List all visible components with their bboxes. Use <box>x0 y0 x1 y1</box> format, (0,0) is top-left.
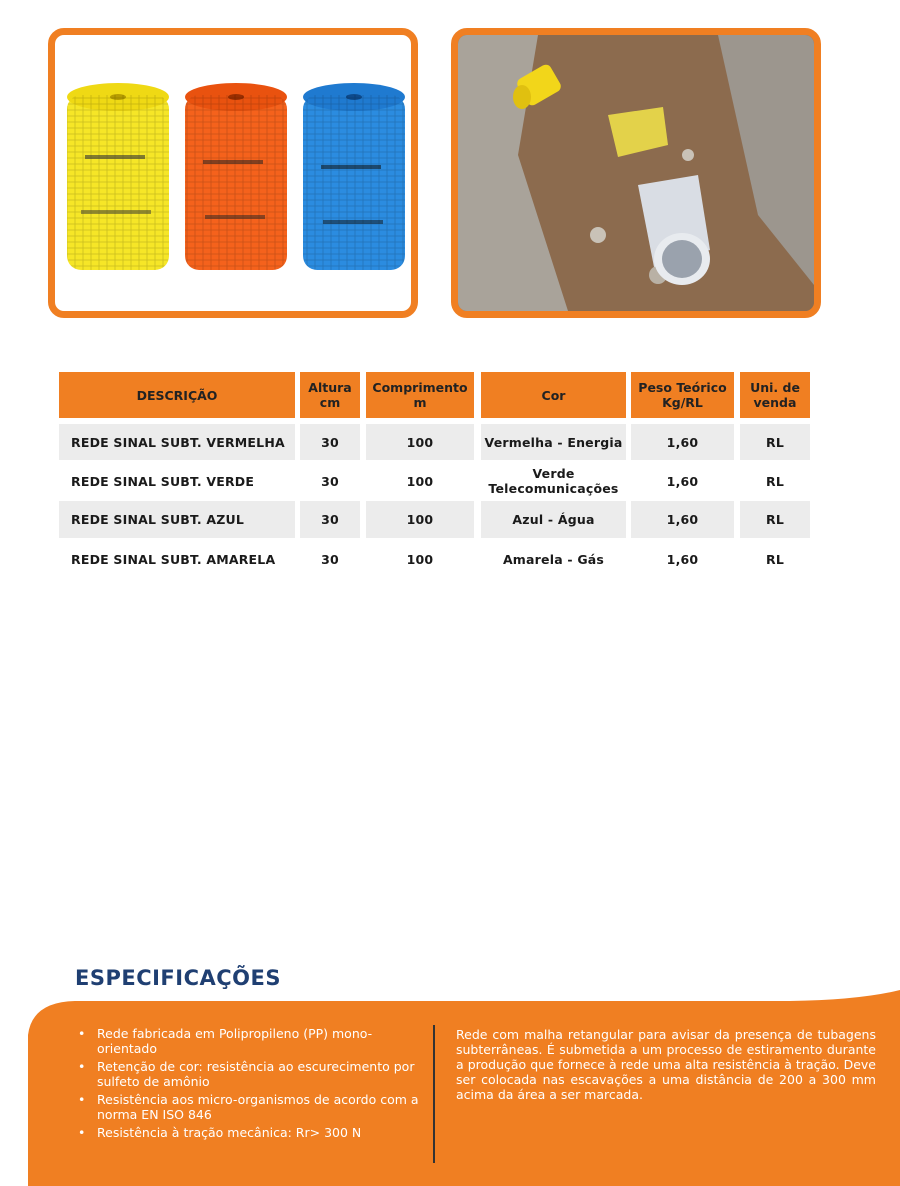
table-row-4-uni: RL <box>766 551 784 567</box>
table-row-1-uni: RL <box>740 424 810 460</box>
product-photo-installation <box>451 28 821 318</box>
table-row-2-cor <box>481 463 626 499</box>
table-row-1-comprimento: 100 <box>366 424 474 460</box>
header-peso-unit: Kg/RL <box>662 395 703 410</box>
table-row-1-altura: 30 <box>300 424 360 460</box>
header-cor: Cor <box>481 372 626 418</box>
table-row-4-peso: 1,60 <box>666 551 699 567</box>
table-row-3-cor: Azul - Água <box>481 501 626 538</box>
table-row-3-comprimento: 100 <box>366 501 474 538</box>
header-altura <box>300 372 360 418</box>
table-row-2-altura: 30 <box>321 473 339 489</box>
table-row-4-altura: 30 <box>321 551 339 567</box>
table-row-3-peso: 1,60 <box>631 501 734 538</box>
header-uni-unit: venda <box>753 395 797 410</box>
yellow-roll <box>67 83 169 270</box>
header-uni-label: Uni. de <box>750 380 800 395</box>
specs-item: • Rede fabricada em Polipropileno (PP) mono-orientado <box>75 1027 420 1056</box>
header-altura-unit: cm <box>319 395 341 410</box>
table-row-1-peso: 1,60 <box>631 424 734 460</box>
trench-installation-illustration <box>458 35 814 311</box>
header-peso <box>631 372 734 418</box>
table-row-2-comprimento: 100 <box>406 473 434 489</box>
table-row-4-cor: Amarela - Gás <box>502 551 605 567</box>
table-row-2-peso: 1,60 <box>666 473 699 489</box>
table-row-4-descricao: REDE SINAL SUBT. AMARELA <box>71 551 276 567</box>
header-comprimento <box>366 372 474 418</box>
header-descricao: DESCRIÇÃO <box>59 372 295 418</box>
specs-item: • Resistência à tração mecânica: Rr> 300 N <box>75 1126 420 1141</box>
header-peso-label: Peso Teórico <box>638 380 727 395</box>
table-row-4-comprimento: 100 <box>406 551 434 567</box>
table-row-2-uni: RL <box>766 473 784 489</box>
header-uni-venda <box>740 372 810 418</box>
table-row-1-descricao: REDE SINAL SUBT. VERMELHA <box>59 424 295 460</box>
table-row-2-descricao: REDE SINAL SUBT. VERDE <box>71 473 255 489</box>
specs-list <box>75 1027 420 1145</box>
blue-roll <box>303 83 405 270</box>
specs-description: Rede com malha retangular para avisar da presença de tubagens subterrâneas. É submetida a um processo de estiramento durante a produção que fornece à rede uma alta resistência à tração. Deve ser colocada nas escavações a uma distância de 200 a 300 mm acima da área a ser marcada. <box>456 1027 876 1102</box>
product-photo-rolls <box>48 28 418 318</box>
header-altura-label: Altura <box>308 380 352 395</box>
table-row-2-cor-line2: Telecomunicações <box>488 481 619 496</box>
header-comprimento-label: Comprimento <box>372 380 468 395</box>
orange-roll <box>185 83 287 270</box>
specs-title: ESPECIFICAÇÕES <box>75 966 281 990</box>
specs-item: • Retenção de cor: resistência ao escurecimento por sulfeto de amônio <box>75 1060 420 1089</box>
table-row-2-cor-line1: Verde <box>532 466 575 481</box>
specs-item: • Resistência aos micro-organismos de acordo com a norma EN ISO 846 <box>75 1093 420 1122</box>
table-row-3-altura: 30 <box>300 501 360 538</box>
header-comprimento-unit: m <box>413 395 427 410</box>
table-row-1-cor: Vermelha - Energia <box>481 424 626 460</box>
table-row-3-uni: RL <box>740 501 810 538</box>
net-rolls-illustration <box>55 35 411 311</box>
table-row-3-descricao: REDE SINAL SUBT. AZUL <box>59 501 295 538</box>
specs-divider <box>433 1025 435 1163</box>
